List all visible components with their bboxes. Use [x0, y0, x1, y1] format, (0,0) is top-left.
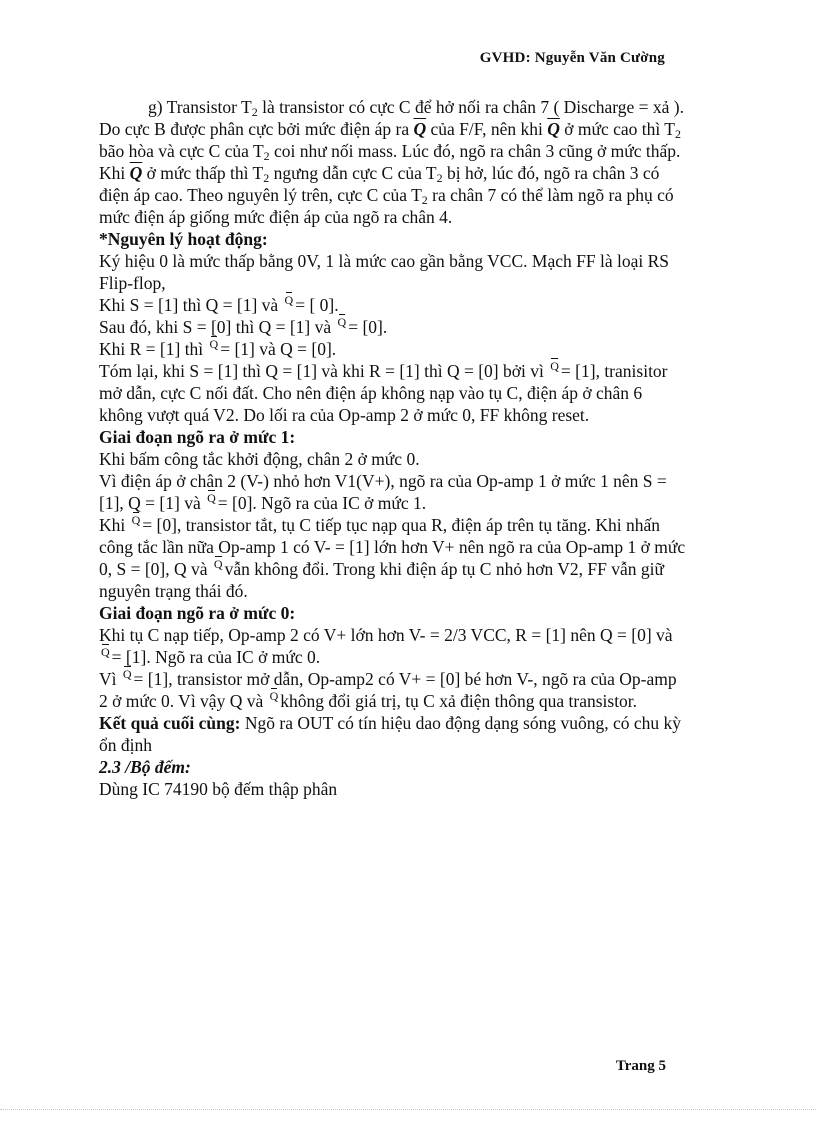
q-bar-symbol: Q — [213, 557, 223, 571]
line-set: Khi S = [1] thì Q = [1] và Q = [ 0]. — [99, 293, 339, 315]
heading-principle: *Nguyên lý hoạt động: — [99, 229, 268, 249]
paragraph-summary: Tóm lại, khi S = [1] thì Q = [1] và khi R = [1] thì Q = [0] bởi vì Q = [1], tranisitor mở dẫn, cực C nối đất. Cho nên điện áp không nạp vào tụ C, điện áp ở chân 6 không vượt quá V2. Do lối ra của Op-amp 2 ở mức 0, FF không reset. — [99, 359, 668, 425]
paragraph-stage0-charge: Khi tụ C nạp tiếp, Op-amp 2 có V+ lớn hơn V- = 2/3 VCC, R = [1] nên Q = [0] và Q = [1]. Ngõ ra của IC ở mức 0. — [99, 625, 673, 667]
document-body — [99, 96, 689, 800]
heading-stage-output-0: Giai đoạn ngõ ra ở mức 0: — [99, 603, 296, 623]
line-stage1-start: Khi bấm công tắc khởi động, chân 2 ở mức 0. — [99, 449, 420, 469]
q-bar-symbol: Q — [550, 359, 559, 373]
page-bottom-divider — [0, 1109, 816, 1110]
q-bar-symbol: Q — [207, 491, 216, 505]
page-header: GVHD: Nguyễn Văn Cường — [479, 50, 665, 66]
q-bar-symbol: Q — [122, 667, 132, 681]
page-number: Trang 5 — [615, 1058, 666, 1074]
q-bar-symbol: Q — [209, 337, 219, 351]
q-bar-symbol: Q — [284, 293, 294, 307]
line-reset: Khi R = [1] thì Q = [1] và Q = [0]. — [99, 337, 337, 359]
paragraph-stage0-discharge: Vì Q = [1], transistor mở dẫn, Op-amp2 có V+ = [0] bé hơn V-, ngõ ra của Op-amp 2 ở mức 0. Vì vậy Q và Q không đổi giá trị, tụ C xả điện thông qua transistor. — [99, 667, 677, 711]
paragraph-result: Kết quả cuối cùng: Ngõ ra OUT có tín hiệu dao động dạng sóng vuông, có chu kỳ ổn định — [99, 713, 681, 755]
q-bar-symbol: $\overline{Q}$ — [129, 163, 143, 183]
result-label: Kết quả cuối cùng: — [99, 713, 241, 733]
paragraph-stage1-charge: Khi Q = [0], transistor tắt, tụ C tiếp tục nạp qua R, điện áp trên tụ tăng. Khi nhấn công tắc lần nữa Op-amp 1 có V- = [1] lớn hơn V+ nên ngõ ra của Op-amp 1 ở mức 0, S = [0], Q và Q vẫn không đổi. Trong khi điện áp tụ C nhỏ hơn V2, FF vẫn giữ nguyên trạng thái đó. — [99, 513, 686, 601]
paragraph-transistor-t2: g) Transistor $T_2$ là transistor có cực C để hở nối ra chân 7 ( Discharge = xả ). Do cực B được phân cực bởi mức điện áp ra $\overline{Q}$ của F/F, nên khi $\overline{Q}$ ở mức cao thì $T_2$ bão hòa và cực C của $T_2$ coi như nối mass. Lúc đó, ngõ ra chân 3 cũng ở mức thấp. Khi $\overline{Q}$ ở mức thấp thì $T_2$ ngưng dẫn cực C của $T_2$ bị hở, lúc đó, ngõ ra chân 3 có điện áp cao. Theo nguyên lý trên, cực C của $T_2$ ra chân 7 có thể làm ngõ ra phụ có mức điện áp giống mức điện áp của ngõ ra chân 4. — [99, 97, 685, 227]
section-counter-text: Dùng IC 74190 bộ đếm thập phân — [99, 779, 338, 799]
q-bar-symbol: Q — [269, 689, 279, 703]
section-title-counter: 2.3 /Bộ đếm: — [99, 757, 191, 777]
q-bar-symbol: $\overline{Q}$ — [413, 119, 427, 139]
q-bar-symbol: Q — [131, 513, 141, 527]
paragraph-principle-intro: Ký hiệu 0 là mức thấp bằng 0V, 1 là mức cao gần bằng VCC. Mạch FF là loại RS Flip-flop, — [99, 251, 669, 293]
q-bar-symbol: Q — [101, 645, 110, 659]
line-after-set: Sau đó, khi S = [0] thì Q = [1] và Q = [0]. — [99, 315, 388, 337]
paragraph-stage1-opamp: Vì điện áp ở chân 2 (V-) nhỏ hơn V1(V+), ngõ ra của Op-amp 1 ở mức 1 nên S = [1], Q = [1] và Q = [0]. Ngõ ra của IC ở mức 1. — [99, 471, 667, 513]
q-bar-symbol: $\overline{Q}$ — [547, 119, 560, 139]
q-bar-symbol: Q — [337, 315, 347, 329]
heading-stage-output-1: Giai đoạn ngõ ra ở mức 1: — [99, 427, 296, 447]
